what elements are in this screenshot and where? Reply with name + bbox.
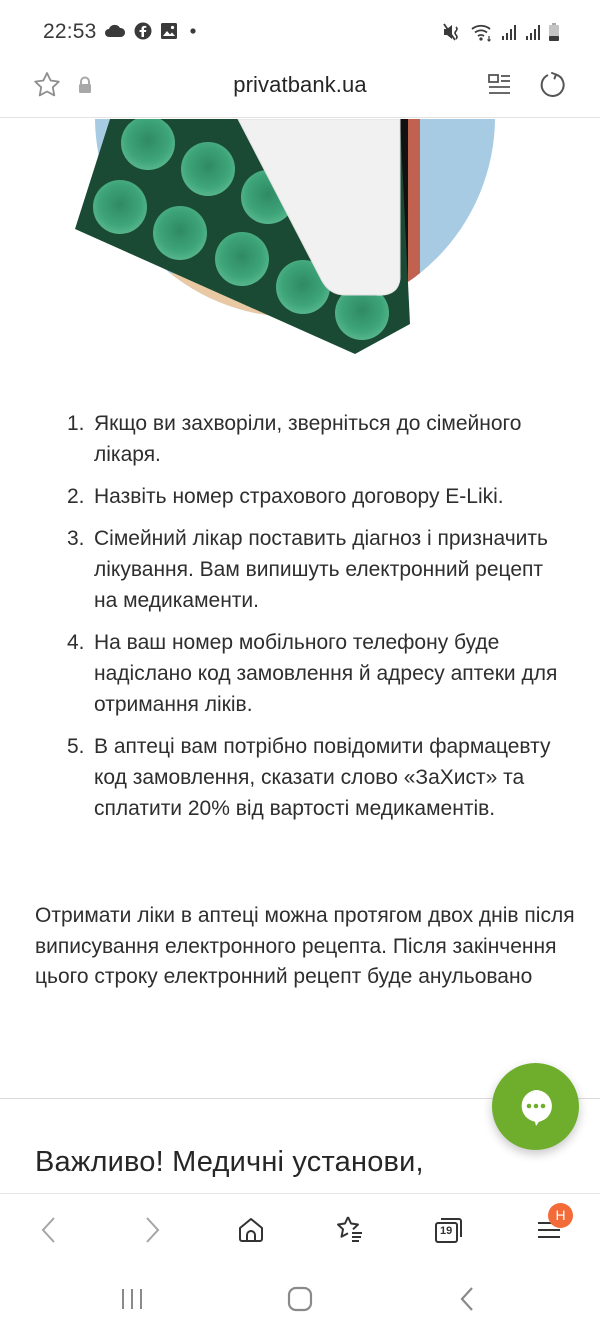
step-text: Сімейний лікар поставить діагноз і призначить лікування. Вам випишуть електронний рецепт на медикаменти. — [94, 527, 548, 612]
step-text: Якщо ви захворіли, зверніться до сімейного лікаря. — [94, 412, 522, 466]
step-text: Назвіть номер страхового договору E-Liki. — [94, 485, 504, 508]
system-icons — [442, 22, 560, 42]
bookmarks-icon — [334, 1214, 366, 1246]
wifi-icon — [470, 22, 494, 42]
cloud-icon — [104, 23, 126, 39]
notification-icons — [104, 22, 200, 40]
status-bar — [0, 0, 600, 64]
step-number: 1. — [67, 412, 85, 435]
forward-button[interactable] — [134, 1212, 170, 1248]
home-icon — [236, 1215, 266, 1245]
step-text: В аптеці вам потрібно повідомити фармацевту код замовлення, сказати слово «ЗаХист» та сплатити 20% від вартості медикаментів. — [94, 735, 551, 820]
back-nav-button[interactable] — [450, 1283, 486, 1315]
step-number: 4. — [67, 631, 85, 654]
browser-address-bar — [0, 64, 600, 118]
step-number: 2. — [67, 485, 85, 508]
tabs-count: 19 — [440, 1225, 453, 1237]
home-button[interactable] — [233, 1212, 269, 1248]
info-paragraph: Отримати ліки в аптеці можна протягом двох днів після виписування електронного рецепта. Після закінчення цього строку електронний рецепт буде анульовано — [35, 904, 575, 988]
recents-icon — [119, 1286, 145, 1312]
step-item — [67, 731, 570, 824]
step-number: 5. — [67, 735, 85, 758]
menu-notification-badge: H — [548, 1203, 573, 1228]
system-navigation-bar — [0, 1265, 600, 1332]
battery-icon — [548, 22, 560, 42]
back-nav-icon — [458, 1286, 478, 1312]
dot-icon — [186, 24, 200, 38]
browser-toolbar — [0, 1193, 600, 1265]
facebook-icon — [134, 22, 152, 40]
forward-icon — [142, 1215, 162, 1245]
step-item — [67, 627, 570, 720]
step-text: На ваш номер мобільного телефону буде надіслано код замовлення й адресу аптеки для отримання ліків. — [94, 631, 558, 716]
home-nav-button[interactable] — [282, 1283, 318, 1315]
mute-vibrate-icon — [442, 22, 464, 42]
home-button-icon — [287, 1286, 313, 1312]
tabs-button[interactable] — [431, 1212, 467, 1248]
article-content — [0, 408, 600, 988]
section-heading: Важливо! Медичні установи, — [35, 1146, 424, 1178]
hero-illustration — [0, 119, 600, 359]
chat-bubble-icon — [514, 1085, 558, 1129]
back-icon — [39, 1215, 59, 1245]
recents-button[interactable] — [114, 1283, 150, 1315]
step-item — [67, 523, 570, 616]
gallery-icon — [160, 22, 178, 40]
step-item — [67, 481, 570, 512]
step-item — [67, 408, 570, 470]
chat-button[interactable] — [492, 1063, 579, 1150]
reload-icon[interactable] — [538, 70, 568, 105]
back-button[interactable] — [31, 1212, 67, 1248]
status-time: 22:53 — [43, 20, 97, 43]
signal-1-icon — [500, 23, 518, 41]
reader-mode-icon[interactable] — [487, 72, 513, 103]
signal-2-icon — [524, 23, 542, 41]
url-field[interactable]: privatbank.ua — [233, 72, 367, 97]
bookmarks-button[interactable] — [332, 1212, 368, 1248]
step-number: 3. — [67, 527, 85, 550]
steps-list — [0, 408, 600, 824]
